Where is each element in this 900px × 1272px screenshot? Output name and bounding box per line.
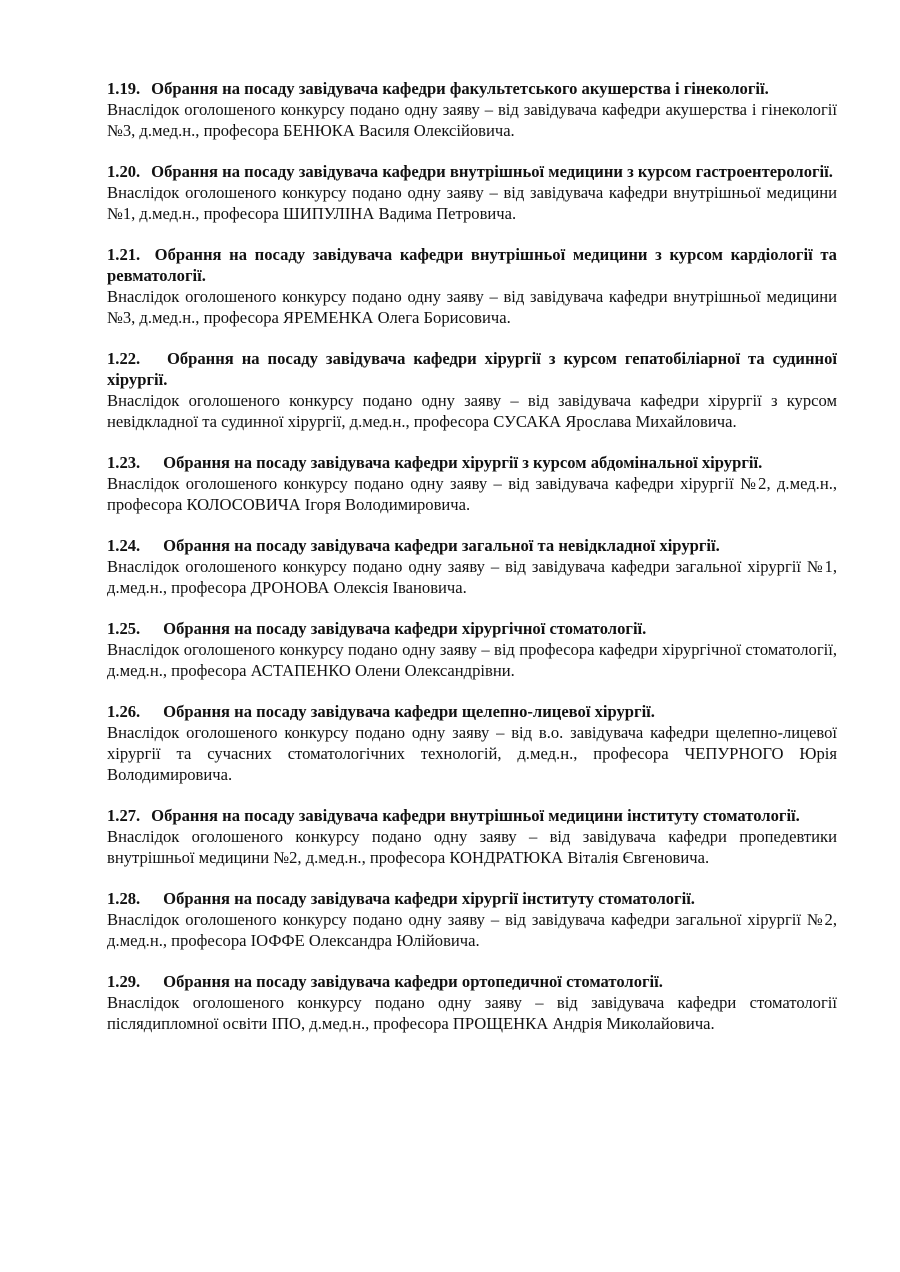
item-heading — [107, 452, 837, 473]
item-number: 1.24. — [107, 536, 141, 555]
item-title: Обрання на посаду завідувача кафедри ортопедичної стоматології. — [163, 972, 663, 991]
agenda-item-1-27 — [107, 805, 837, 868]
item-heading — [107, 161, 837, 182]
agenda-item-1-21 — [107, 244, 837, 328]
item-text: Внаслідок оголошеного конкурсу подано одну заяву – від завідувача кафедри загальної хірургії №1, д.мед.н., професора ДРОНОВА Олексія Івановича. — [107, 557, 837, 597]
item-text: Внаслідок оголошеного конкурсу подано одну заяву – від завідувача кафедри загальної хірургії №2, д.мед.н., професора ІОФФЕ Олександра Юлійовича. — [107, 910, 837, 950]
item-number: 1.22. — [107, 349, 141, 368]
item-title: Обрання на посаду завідувача кафедри внутрішньої медицини з курсом гастроентерології. — [151, 162, 833, 181]
item-text: Внаслідок оголошеного конкурсу подано одну заяву – від завідувача кафедри акушерства і гінекології №3, д.мед.н., професора БЕНЮКА Василя Олексійовича. — [107, 100, 837, 140]
item-title: Обрання на посаду завідувача кафедри щелепно-лицевої хірургії. — [163, 702, 655, 721]
document-page — [107, 78, 837, 1054]
item-number: 1.20. — [107, 162, 141, 181]
item-text: Внаслідок оголошеного конкурсу подано одну заяву – від завідувача кафедри хірургії з курсом невідкладної та судинної хірургії, д.мед.н., професора СУСАКА Ярослава Михайловича. — [107, 391, 837, 431]
item-heading — [107, 244, 837, 286]
item-text: Внаслідок оголошеного конкурсу подано одну заяву – від завідувача кафедри внутрішньої медицини №3, д.мед.н., професора ЯРЕМЕНКА Олега Борисовича. — [107, 287, 837, 327]
item-heading — [107, 971, 837, 992]
item-number: 1.28. — [107, 889, 141, 908]
item-title: Обрання на посаду завідувача кафедри загальної та невідкладної хірургії. — [163, 536, 720, 555]
item-heading — [107, 348, 837, 390]
item-number: 1.21. — [107, 245, 141, 264]
agenda-item-1-29 — [107, 971, 837, 1034]
item-number: 1.19. — [107, 79, 141, 98]
agenda-item-1-28 — [107, 888, 837, 951]
agenda-item-1-19 — [107, 78, 837, 141]
item-text: Внаслідок оголошеного конкурсу подано одну заяву – від завідувача кафедри пропедевтики внутрішньої медицини №2, д.мед.н., професора КОНДРАТЮКА Віталія Євгеновича. — [107, 827, 837, 867]
item-title: Обрання на посаду завідувача кафедри факультетського акушерства і гінекології. — [151, 79, 769, 98]
item-number: 1.23. — [107, 453, 141, 472]
item-heading — [107, 618, 837, 639]
item-number: 1.27. — [107, 806, 141, 825]
item-heading — [107, 805, 837, 826]
agenda-item-1-23 — [107, 452, 837, 515]
item-text: Внаслідок оголошеного конкурсу подано одну заяву – від завідувача кафедри хірургії №2, д.мед.н., професора КОЛОСОВИЧА Ігоря Володимировича. — [107, 474, 837, 514]
item-text: Внаслідок оголошеного конкурсу подано одну заяву – від в.о. завідувача кафедри щелепно-лицевої хірургії та сучасних стоматологічних технологій, д.мед.н., професора ЧЕПУРНОГО Юрія Володимировича. — [107, 723, 837, 784]
item-title: Обрання на посаду завідувача кафедри хірургії інституту стоматології. — [163, 889, 695, 908]
item-heading — [107, 535, 837, 556]
item-heading — [107, 78, 837, 99]
item-title: Обрання на посаду завідувача кафедри хірургії з курсом абдомінальної хірургії. — [163, 453, 763, 472]
agenda-item-1-24 — [107, 535, 837, 598]
item-heading — [107, 888, 837, 909]
item-text: Внаслідок оголошеного конкурсу подано одну заяву – від завідувача кафедри внутрішньої медицини №1, д.мед.н., професора ШИПУЛІНА Вадима Петровича. — [107, 183, 837, 223]
agenda-item-1-25 — [107, 618, 837, 681]
item-title: Обрання на посаду завідувача кафедри внутрішньої медицини з курсом кардіології та ревматології. — [107, 245, 837, 285]
item-title: Обрання на посаду завідувача кафедри хірургічної стоматології. — [163, 619, 647, 638]
item-number: 1.29. — [107, 972, 141, 991]
item-text: Внаслідок оголошеного конкурсу подано одну заяву – від професора кафедри хірургічної стоматології, д.мед.н., професора АСТАПЕНКО Олени Олександрівни. — [107, 640, 837, 680]
agenda-item-1-26 — [107, 701, 837, 785]
item-number: 1.25. — [107, 619, 141, 638]
item-heading — [107, 701, 837, 722]
item-title: Обрання на посаду завідувача кафедри внутрішньої медицини інституту стоматології. — [151, 806, 800, 825]
item-number: 1.26. — [107, 702, 141, 721]
agenda-item-1-22 — [107, 348, 837, 432]
agenda-item-1-20 — [107, 161, 837, 224]
item-title: Обрання на посаду завідувача кафедри хірургії з курсом гепатобіліарної та судинної хірургії. — [107, 349, 837, 389]
item-text: Внаслідок оголошеного конкурсу подано одну заяву – від завідувача кафедри стоматології післядипломної освіти ІПО, д.мед.н., професора ПРОЩЕНКА Андрія Миколайовича. — [107, 993, 837, 1033]
